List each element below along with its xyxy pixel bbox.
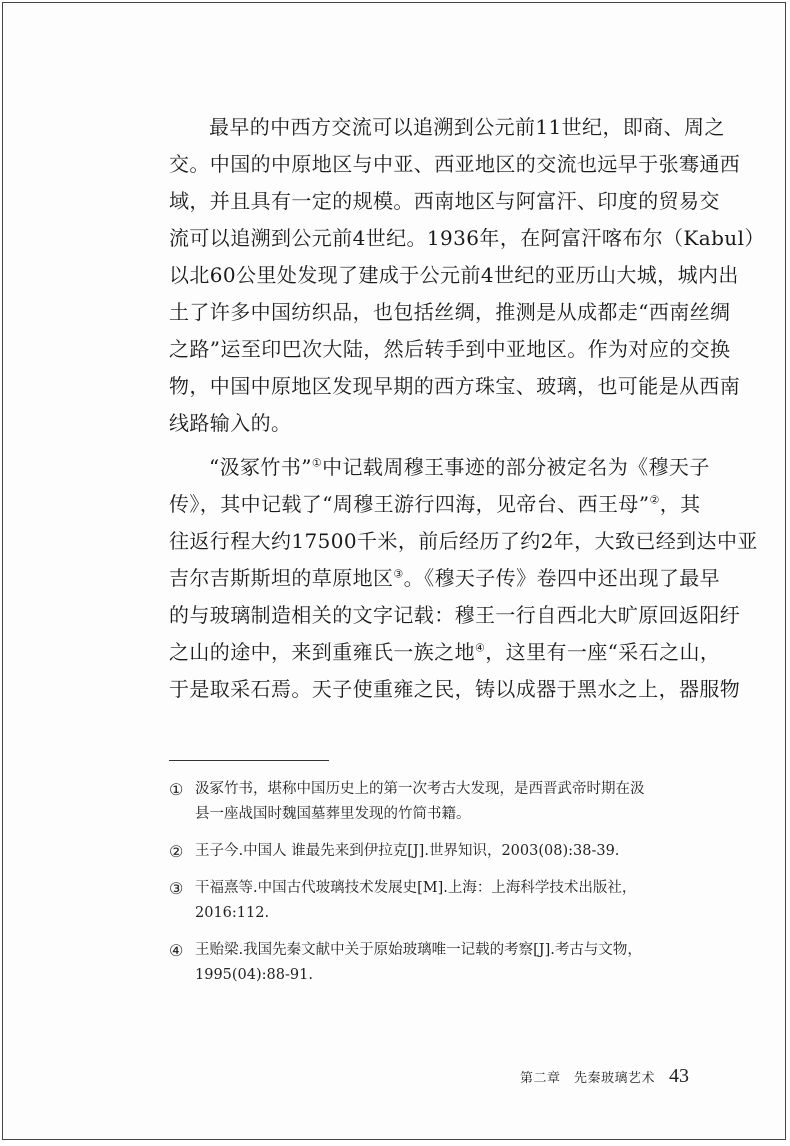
footnote-ref[interactable]: ③ [393,567,404,581]
footnote-line: 汲冢竹书，堪称中国历史上的第一次考古大发现，是西晋武帝时期在汲 [195,781,645,797]
text-run: 。《穆天子传》卷四中还出现了最早 [403,566,721,590]
text-line: 以北60公里处发现了建成于公元前4世纪的亚历山大城，城内出 [169,263,739,287]
footnote-ref[interactable]: ② [649,493,660,507]
footnote-mark: ② [169,842,184,861]
paragraph [169,449,758,708]
footnote-line: 县一座战国时魏国墓葬里发现的竹简书籍。 [195,806,471,822]
text-run: 中记载周穆王事迹的部分被定名为《穆天子 [322,455,710,479]
footnote-item [169,777,699,827]
text-run: 吉尔吉斯斯坦的草原地区 [169,566,394,590]
footnote-text [195,839,619,864]
text-line: 物，中国中原地区发现早期的西方珠宝、玻璃，也可能是从西南 [169,374,741,398]
text-line: 于是取采石焉。天子使重雍之民，铸以成器于黑水之上，器服物 [169,677,741,701]
text-line: 域，并且具有一定的规模。西南地区与阿富汗、印度的贸易交 [169,189,720,213]
text-run: ，这里有一座“采石之山， [485,640,721,664]
main-text [169,109,765,708]
footnote-item [169,839,699,864]
footnote-line: 2016:112. [195,905,270,921]
footnote-ref[interactable]: ④ [475,641,486,655]
footnote-mark: ④ [169,941,184,960]
text-line: 交。中国的中原地区与中亚、西亚地区的交流也远早于张骞通西 [169,152,741,176]
footnote-line: 王子今.中国人 谁最先来到伊拉克[J].世界知识，2003(08):38-39. [195,843,620,859]
text-run: ，其 [659,492,701,516]
footnote-text [195,777,645,827]
footnote-item [169,938,699,988]
running-footer [520,1065,689,1088]
footnote-mark: ① [169,780,184,799]
text-line: 最早的中西方交流可以追溯到公元前11世纪，即商、周之 [209,115,725,139]
footnote-line: 王贻梁.我国先秦文献中关于原始玻璃唯一记载的考察[J].考古与文物， [195,942,642,958]
text-line: 线路输入的。 [169,411,292,435]
text-line: 的与玻璃制造相关的文字记载：穆王一行自西北大旷原回返阳纡 [169,603,741,627]
footnote-line: 1995(04):88-91. [195,967,313,983]
footnote-text [195,938,642,988]
text-line [169,560,721,597]
footnote-line: 干福熹等.中国古代玻璃技术发展史[M].上海：上海科学技术出版社， [195,880,637,896]
text-line [169,486,701,523]
text-line [169,449,710,486]
text-line: 往返行程大约17500千米，前后经历了约2年，大致已经到达中亚 [169,529,758,553]
chapter-label: 第二章 先秦玻璃艺术 [519,1071,655,1086]
footnotes [169,777,699,1000]
footnote-ref[interactable]: ① [311,456,323,470]
text-run: “汲冢竹书” [209,455,312,479]
footnote-mark: ③ [169,879,184,898]
text-line: 流可以追溯到公元前4世纪。1936年，在阿富汗喀布尔（Kabul） [169,226,765,250]
text-run: 传》，其中记载了“周穆王游行四海，见帝台、西王母” [169,492,650,516]
footnote-item [169,876,699,926]
paragraph [169,109,765,442]
book-page [2,2,786,1140]
text-line [169,634,721,671]
text-line: 土了许多中国纺织品，也包括丝绸，推测是从成都走“西南丝绸 [169,300,731,324]
text-run: 之山的途中，来到重雍氏一族之地 [169,640,475,664]
footnote-text [195,876,636,926]
text-line: 之路”运至印巴次大陆，然后转手到中亚地区。作为对应的交换 [169,337,731,361]
footnote-divider [169,760,329,761]
page-number: 43 [669,1065,689,1087]
